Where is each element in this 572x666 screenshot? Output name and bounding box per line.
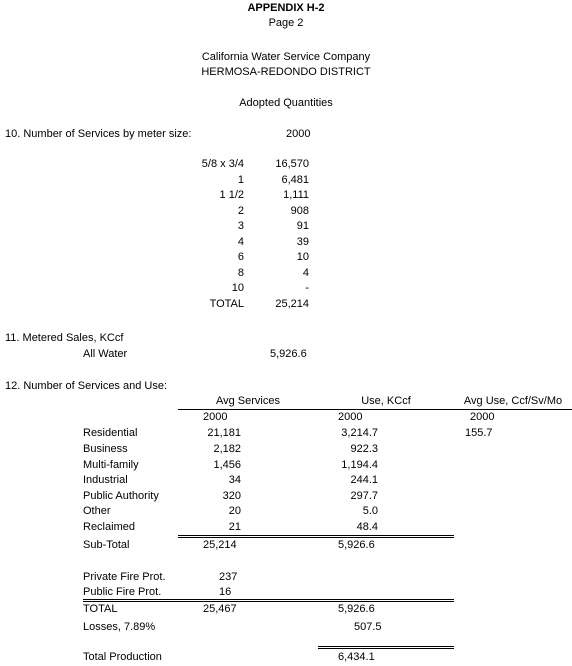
total-use: 5,926.6 [338, 603, 375, 615]
table-row-label: Multi-family [83, 459, 139, 471]
total-rule-bottom [83, 601, 454, 602]
use-year: 2000 [338, 411, 363, 423]
meter-size-count: 16,570 [275, 158, 309, 170]
table-row-use: 922.3 [350, 443, 378, 455]
table-row-label: Industrial [83, 474, 128, 486]
meter-size-count: 6,481 [281, 173, 309, 186]
meter-size-label: 1 [237, 173, 244, 186]
page-number: Page 2 [268, 17, 304, 29]
private-fire-services: 237 [219, 571, 238, 583]
public-fire-services: 16 [219, 586, 232, 598]
meter-size-label: TOTAL [209, 297, 244, 310]
public-fire-label: Public Fire Prot. [83, 586, 162, 598]
table-row-label: Reclaimed [83, 521, 135, 533]
table-row-services: 21,181 [207, 427, 241, 439]
header-underline [178, 409, 572, 410]
subtotal-use: 5,926.6 [338, 539, 375, 551]
production-rule-top [318, 646, 454, 647]
table-row-services: 2,182 [213, 443, 241, 455]
table-row-services: 1,456 [213, 459, 241, 471]
production-rule-bottom [318, 648, 454, 649]
subtotal-services: 25,214 [203, 539, 237, 551]
page-title: APPENDIX H-2 [247, 2, 325, 14]
all-water-label: All Water [83, 348, 128, 360]
table-row-use: 5.0 [362, 505, 378, 517]
meter-size-label: 8 [237, 266, 244, 279]
losses-use: 507.5 [354, 621, 382, 633]
table-row-services: 21 [228, 521, 241, 533]
private-fire-label: Private Fire Prot. [83, 571, 166, 583]
district-name: HERMOSA-REDONDO DISTRICT [201, 66, 371, 78]
meter-size-label: 6 [237, 251, 244, 263]
total-production-use: 6,434.1 [338, 651, 375, 663]
company-name: California Water Service Company [201, 51, 371, 63]
total-production-label: Total Production [83, 651, 162, 663]
table-row-services: 320 [222, 490, 241, 502]
table-row-label: Other [83, 505, 111, 517]
meter-size-count: 25,214 [275, 297, 309, 310]
avg-use-year: 2000 [470, 411, 495, 423]
use-header: Use, KCcf [361, 395, 411, 407]
meter-size-label: 4 [237, 235, 244, 248]
meter-size-label: 10 [231, 282, 244, 294]
avg-use-header: Avg Use, Ccf/Sv/Mo [463, 395, 563, 407]
section10-year: 2000 [286, 128, 311, 140]
meter-size-count: 39 [296, 235, 309, 248]
total-label: TOTAL [83, 603, 118, 615]
meter-size-count: 1,111 [283, 189, 309, 201]
losses-label: Losses, 7.89% [83, 621, 156, 633]
table-row-services: 20 [228, 505, 241, 517]
table-row-label: Public Authority [83, 490, 159, 502]
subtotal-rule-bottom [178, 537, 454, 538]
meter-size-count: 10 [296, 251, 309, 263]
subtotal-rule-top [178, 535, 454, 536]
meter-size-count: 91 [296, 220, 309, 232]
section10-label: 10. Number of Services by meter size: [5, 128, 192, 140]
total-services: 25,467 [203, 603, 237, 615]
avg-services-header: Avg Services [216, 395, 280, 407]
meter-size-count: - [305, 282, 309, 294]
section12-label: 12. Number of Services and Use: [5, 380, 168, 392]
table-row-use: 1,194.4 [341, 459, 378, 471]
meter-size-count: 908 [290, 204, 309, 217]
table-row-use: 48.4 [356, 521, 378, 533]
table-row-avg-use: 155.7 [465, 427, 493, 439]
table-row-label: Residential [83, 427, 138, 439]
table-row-use: 244.1 [350, 474, 378, 486]
section11-label: 11. Metered Sales, KCcf [5, 332, 124, 344]
subtotal-label: Sub-Total [83, 539, 130, 551]
total-rule-top [83, 599, 454, 600]
avg-services-year: 2000 [203, 411, 228, 423]
document-subtitle: Adopted Quantities [239, 97, 333, 109]
meter-size-label: 3 [237, 220, 244, 232]
table-row-use: 3,214.7 [341, 427, 378, 439]
meter-size-label: 1 1/2 [219, 189, 244, 201]
meter-size-label: 5/8 x 3/4 [201, 158, 244, 170]
table-row-use: 297.7 [350, 490, 378, 502]
table-row-label: Business [83, 443, 128, 455]
meter-size-label: 2 [237, 204, 244, 217]
table-row-services: 34 [228, 474, 241, 486]
meter-size-count: 4 [302, 266, 309, 279]
all-water-value: 5,926.6 [270, 348, 307, 360]
